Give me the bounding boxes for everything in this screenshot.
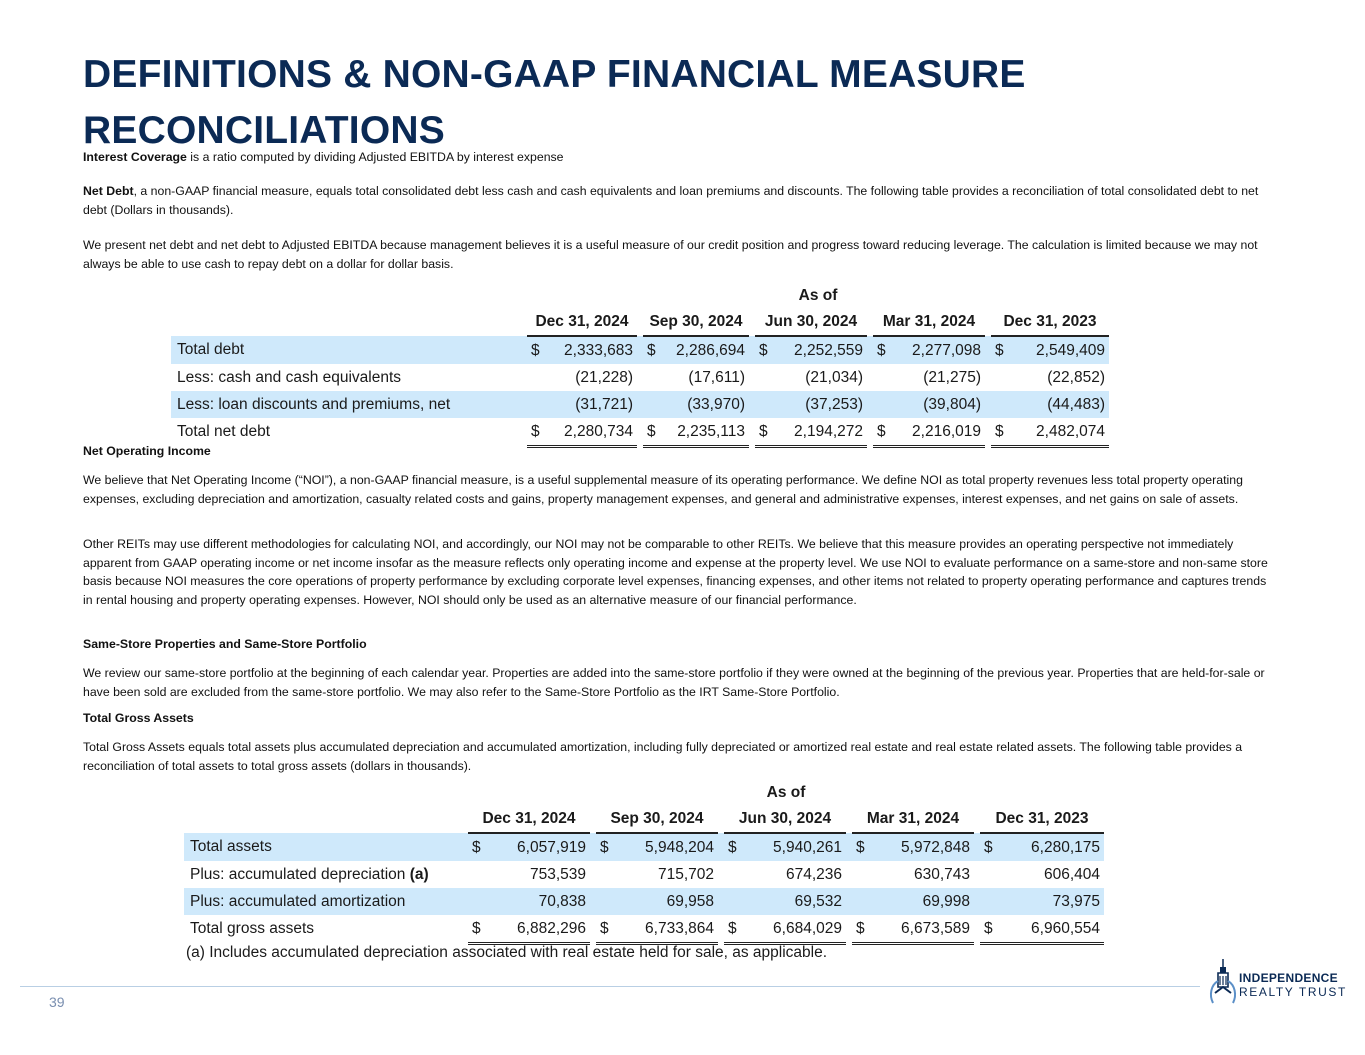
cell xyxy=(991,364,1011,391)
row-label xyxy=(184,888,466,915)
cell xyxy=(724,861,744,888)
cell: 2,216,019 xyxy=(893,418,985,447)
cell: (33,970) xyxy=(663,391,749,418)
row-label xyxy=(184,833,466,861)
net-debt-col-header: Mar 31, 2024 xyxy=(873,309,985,336)
logo-wordmark-line1: INDEPENDENCE xyxy=(1239,971,1338,985)
cell: 5,940,261 xyxy=(744,833,846,861)
cell: 69,532 xyxy=(744,888,846,915)
cell: 6,057,919 xyxy=(488,833,590,861)
row-label-text: Total assets xyxy=(190,838,272,855)
cell: 2,333,683 xyxy=(547,336,637,364)
table-row xyxy=(184,833,1104,861)
cell: $ xyxy=(991,336,1011,364)
cell: 2,277,098 xyxy=(893,336,985,364)
cell: 2,252,559 xyxy=(775,336,867,364)
tga-as-of: As of xyxy=(766,783,806,801)
table-row xyxy=(171,364,1109,391)
net-debt-table xyxy=(171,282,1109,448)
cell: (21,275) xyxy=(923,368,981,386)
same-store-definition: We review our same-store portfolio at the beginning of each calendar year. Properties are added into the same-store portfolio if they were owned at the beginning of the previous year. Properties that are held-for-sale or have been sold are excluded from the same-store portfolio. We may also refer to the Same-Store Portfolio as the IRT Same-Store Portfolio. xyxy=(83,666,1265,699)
cell: 630,743 xyxy=(913,865,970,883)
table-row xyxy=(171,391,1109,418)
cell xyxy=(755,391,775,418)
cell xyxy=(873,364,893,391)
cell xyxy=(643,391,663,418)
cell xyxy=(852,861,872,888)
table-row xyxy=(184,915,1104,944)
page-title: DEFINITIONS & NON-GAAP FINANCIAL MEASURE RECONCILIATIONS xyxy=(83,53,1026,152)
cell: 6,960,554 xyxy=(1000,915,1104,944)
cell: 6,733,864 xyxy=(616,915,718,944)
cell xyxy=(596,888,616,915)
cell: $ xyxy=(873,418,893,447)
cell xyxy=(755,364,775,391)
cell xyxy=(596,861,616,888)
row-label xyxy=(184,915,466,944)
net-debt-col-header: Jun 30, 2024 xyxy=(755,309,867,336)
cell xyxy=(527,391,547,418)
cell: 5,972,848 xyxy=(872,833,974,861)
cell: 606,404 xyxy=(1043,865,1100,883)
cell: $ xyxy=(527,418,547,447)
net-debt-definition xyxy=(83,182,1278,219)
row-label: Total net debt xyxy=(177,423,271,441)
total-gross-assets-table xyxy=(184,779,1104,945)
net-debt-col-header: Dec 31, 2024 xyxy=(527,309,637,336)
tga-col-header: Dec 31, 2023 xyxy=(980,806,1104,833)
row-label: Less: cash and cash equivalents xyxy=(177,368,402,386)
tga-col-header: Sep 30, 2024 xyxy=(596,806,718,833)
row-label: Total debt xyxy=(171,336,521,364)
cell: 5,948,204 xyxy=(616,833,718,861)
cell: $ xyxy=(643,418,663,447)
table-row xyxy=(171,418,1109,447)
cell: (22,852) xyxy=(1047,368,1105,386)
net-debt-as-of: As of xyxy=(798,286,838,304)
cell: 69,958 xyxy=(616,888,718,915)
cell: $ xyxy=(852,833,872,861)
cell: $ xyxy=(755,418,775,447)
cell: 2,194,272 xyxy=(775,418,867,447)
table-row xyxy=(184,861,1104,888)
row-label: Less: loan discounts and premiums, net xyxy=(171,391,521,418)
table-footnote: (a) Includes accumulated depreciation associated with real estate held for sale, as applicable. xyxy=(186,944,828,961)
cell: 70,838 xyxy=(488,888,590,915)
row-label-text: Plus: accumulated depreciation xyxy=(190,865,410,883)
cell: 674,236 xyxy=(785,865,842,883)
cell xyxy=(873,391,893,418)
cell: 6,673,589 xyxy=(872,915,974,944)
cell xyxy=(643,364,663,391)
cell: $ xyxy=(643,336,663,364)
row-label xyxy=(184,861,466,888)
tga-col-header: Jun 30, 2024 xyxy=(724,806,846,833)
cell xyxy=(527,364,547,391)
noi-explanation: Other REITs may use different methodologies for calculating NOI, and accordingly, our NOI may not be comparable to other REITs. We believe that this measure provides an operating perspective not immediately apparent from GAAP operating income or net income insofar as the measure reflects only operating income and expense at the property level. We use NOI to evaluate performance on a same-store and non-same store basis because NOI measures the core operations of property performance by excluding corporate level expenses, financing expenses, and other items not related to property operating performance and captures trends in rental housing and property operating expenses. However, NOI should only be used as an alternative measure of our financial performance. xyxy=(83,537,1268,607)
cell: (17,611) xyxy=(688,368,745,386)
noi-definition: We believe that Net Operating Income (“NOI”), a non-GAAP financial measure, is a useful supplemental measure of its operating performance. We define NOI as total property revenues less total property operating expenses, excluding depreciation and amortization, casualty related costs and gains, property management expenses, and general and administrative expenses, interest expenses, and net gains on sale of assets. xyxy=(83,473,1243,506)
cell: $ xyxy=(724,915,744,944)
cell: 6,280,175 xyxy=(1000,833,1104,861)
interest-coverage-definition xyxy=(83,148,1278,167)
tga-col-header: Dec 31, 2024 xyxy=(468,806,590,833)
page-number: 39 xyxy=(49,994,65,1010)
tga-col-header: Mar 31, 2024 xyxy=(852,806,974,833)
cell xyxy=(468,888,488,915)
cell: $ xyxy=(527,336,547,364)
cell xyxy=(724,888,744,915)
cell: $ xyxy=(991,418,1011,447)
cell: (31,721) xyxy=(547,391,637,418)
net-debt-text: , a non-GAAP financial measure, equals total consolidated debt less cash and cash equivalents and loan premiums and discounts. The following table provides a reconciliation of total consolidated debt to net debt (Dollars in thousands). xyxy=(83,184,1259,217)
cell: 2,482,074 xyxy=(1011,418,1109,447)
cell: $ xyxy=(980,915,1000,944)
cell: (21,034) xyxy=(805,368,863,386)
cell xyxy=(980,861,1000,888)
cell: $ xyxy=(724,833,744,861)
company-logo xyxy=(1207,955,1347,1011)
interest-coverage-term: Interest Coverage xyxy=(83,150,187,164)
cell: (39,804) xyxy=(893,391,985,418)
cell: $ xyxy=(596,915,616,944)
cell: 6,882,296 xyxy=(488,915,590,944)
row-label-text: Plus: accumulated amortization xyxy=(190,892,406,910)
building-icon xyxy=(1207,957,1239,1009)
net-debt-rationale: We present net debt and net debt to Adjusted EBITDA because management believes it is a useful measure of our credit position and progress toward reducing leverage. The calculation is limited because we may not always be able to use cash to repay debt on a dollar for dollar basis. xyxy=(83,238,1258,271)
cell: (44,483) xyxy=(1011,391,1109,418)
row-label-note: (a) xyxy=(409,865,429,883)
cell: (21,228) xyxy=(575,368,633,386)
logo-wordmark-line2: REALTY TRUST xyxy=(1239,985,1347,999)
cell: 753,539 xyxy=(529,865,586,883)
cell: 6,684,029 xyxy=(744,915,846,944)
cell: 2,235,113 xyxy=(663,418,749,447)
tga-definition: Total Gross Assets equals total assets plus accumulated depreciation and accumulated amortization, including fully depreciated or amortized real estate and real estate related assets. The following table provides a reconciliation of total assets to total gross assets (dollars in thousands). xyxy=(83,740,1243,773)
noi-heading: Net Operating Income xyxy=(83,444,211,458)
same-store-heading: Same-Store Properties and Same-Store Portfolio xyxy=(83,637,367,651)
cell: $ xyxy=(596,833,616,861)
tga-heading: Total Gross Assets xyxy=(83,711,194,725)
cell: (37,253) xyxy=(775,391,867,418)
cell: $ xyxy=(755,336,775,364)
net-debt-col-header: Sep 30, 2024 xyxy=(643,309,749,336)
cell: $ xyxy=(852,915,872,944)
cell xyxy=(468,861,488,888)
cell: $ xyxy=(468,915,488,944)
table-row xyxy=(171,336,1109,364)
cell xyxy=(991,391,1011,418)
cell: 69,998 xyxy=(872,888,974,915)
footer-divider xyxy=(20,986,1200,987)
cell: 2,286,694 xyxy=(663,336,749,364)
cell: $ xyxy=(873,336,893,364)
cell: 73,975 xyxy=(1000,888,1104,915)
cell: 715,702 xyxy=(657,865,714,883)
cell xyxy=(852,888,872,915)
cell: $ xyxy=(980,833,1000,861)
net-debt-col-header: Dec 31, 2023 xyxy=(991,309,1109,336)
cell: 2,280,734 xyxy=(547,418,637,447)
table-row xyxy=(184,888,1104,915)
row-label-text: Total gross assets xyxy=(190,920,315,938)
cell: $ xyxy=(468,833,488,861)
cell xyxy=(980,888,1000,915)
interest-coverage-text: is a ratio computed by dividing Adjusted EBITDA by interest expense xyxy=(186,150,564,164)
cell: 2,549,409 xyxy=(1011,336,1109,364)
net-debt-term: Net Debt xyxy=(83,184,134,198)
